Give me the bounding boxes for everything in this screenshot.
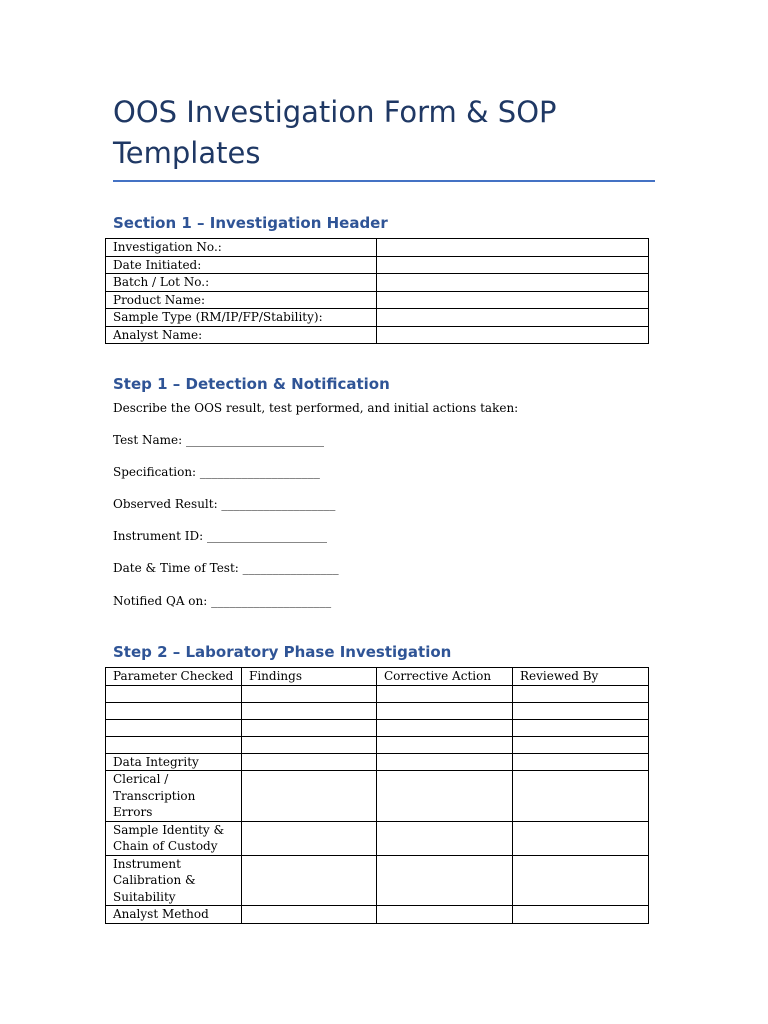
parameter-cell: Instrument Calibration & Suitability [106, 855, 242, 906]
field-test-name[interactable]: Test Name: _______________________ [113, 433, 324, 447]
table-row [106, 736, 649, 753]
parameter-cell: Data Integrity [106, 753, 242, 771]
table-row [106, 291, 649, 309]
table-row [106, 326, 649, 344]
row-value-cell[interactable] [377, 326, 649, 344]
table-row [106, 719, 649, 736]
title-divider [113, 180, 655, 182]
action-cell[interactable] [377, 855, 513, 906]
field-date-time[interactable]: Date & Time of Test: ________________ [113, 561, 339, 575]
reviewer-cell[interactable] [513, 702, 649, 719]
findings-cell[interactable] [242, 855, 377, 906]
field-notified-qa[interactable]: Notified QA on: ____________________ [113, 594, 332, 608]
findings-cell[interactable] [242, 821, 377, 855]
reviewer-cell[interactable] [513, 736, 649, 753]
reviewer-cell[interactable] [513, 906, 649, 924]
table-row [106, 685, 649, 702]
action-cell[interactable] [377, 771, 513, 822]
step1-heading: Step 1 – Detection & Notification [113, 375, 390, 393]
findings-cell[interactable] [242, 685, 377, 702]
table-row [106, 906, 649, 924]
row-label: Product Name: [106, 291, 377, 309]
field-instrument-id[interactable]: Instrument ID: ____________________ [113, 529, 327, 543]
row-label: Date Initiated: [106, 256, 377, 274]
reviewer-cell[interactable] [513, 771, 649, 822]
action-cell[interactable] [377, 906, 513, 924]
parameter-cell[interactable] [106, 719, 242, 736]
table-row [106, 771, 649, 822]
column-header: Reviewed By [513, 668, 649, 686]
field-observed-result[interactable]: Observed Result: ___________________ [113, 497, 336, 511]
action-cell[interactable] [377, 719, 513, 736]
column-header: Findings [242, 668, 377, 686]
action-cell[interactable] [377, 821, 513, 855]
parameter-cell: Sample Identity & Chain of Custody [106, 821, 242, 855]
row-value-cell[interactable] [377, 256, 649, 274]
row-value-cell[interactable] [377, 274, 649, 292]
parameter-cell: Analyst Method [106, 906, 242, 924]
row-label: Investigation No.: [106, 239, 377, 257]
reviewer-cell[interactable] [513, 719, 649, 736]
reviewer-cell[interactable] [513, 855, 649, 906]
row-value-cell[interactable] [377, 291, 649, 309]
table-row [106, 855, 649, 906]
step1-intro: Describe the OOS result, test performed, and initial actions taken: [113, 401, 519, 415]
findings-cell[interactable] [242, 753, 377, 771]
action-cell[interactable] [377, 753, 513, 771]
table-header-row [106, 668, 649, 686]
table-row [106, 274, 649, 292]
parameter-cell[interactable] [106, 736, 242, 753]
lab-investigation-table [105, 667, 649, 924]
action-cell[interactable] [377, 685, 513, 702]
table-row [106, 702, 649, 719]
table-row [106, 239, 649, 257]
field-specification[interactable]: Specification: ____________________ [113, 465, 320, 479]
reviewer-cell[interactable] [513, 753, 649, 771]
action-cell[interactable] [377, 736, 513, 753]
parameter-cell[interactable] [106, 702, 242, 719]
reviewer-cell[interactable] [513, 821, 649, 855]
page-title: OOS Investigation Form & SOP Templates [113, 95, 557, 170]
step2-heading: Step 2 – Laboratory Phase Investigation [113, 643, 452, 661]
action-cell[interactable] [377, 702, 513, 719]
section1-heading: Section 1 – Investigation Header [113, 214, 388, 232]
row-label: Sample Type (RM/IP/FP/Stability): [106, 309, 377, 327]
table-row [106, 753, 649, 771]
parameter-cell: Clerical / Transcription Errors [106, 771, 242, 822]
table-row [106, 821, 649, 855]
findings-cell[interactable] [242, 906, 377, 924]
investigation-header-table [105, 238, 649, 344]
parameter-cell[interactable] [106, 685, 242, 702]
row-label: Analyst Name: [106, 326, 377, 344]
table-row [106, 256, 649, 274]
column-header: Parameter Checked [106, 668, 242, 686]
findings-cell[interactable] [242, 719, 377, 736]
table-row [106, 309, 649, 327]
findings-cell[interactable] [242, 702, 377, 719]
findings-cell[interactable] [242, 771, 377, 822]
column-header: Corrective Action [377, 668, 513, 686]
row-label: Batch / Lot No.: [106, 274, 377, 292]
row-value-cell[interactable] [377, 309, 649, 327]
findings-cell[interactable] [242, 736, 377, 753]
row-value-cell[interactable] [377, 239, 649, 257]
reviewer-cell[interactable] [513, 685, 649, 702]
